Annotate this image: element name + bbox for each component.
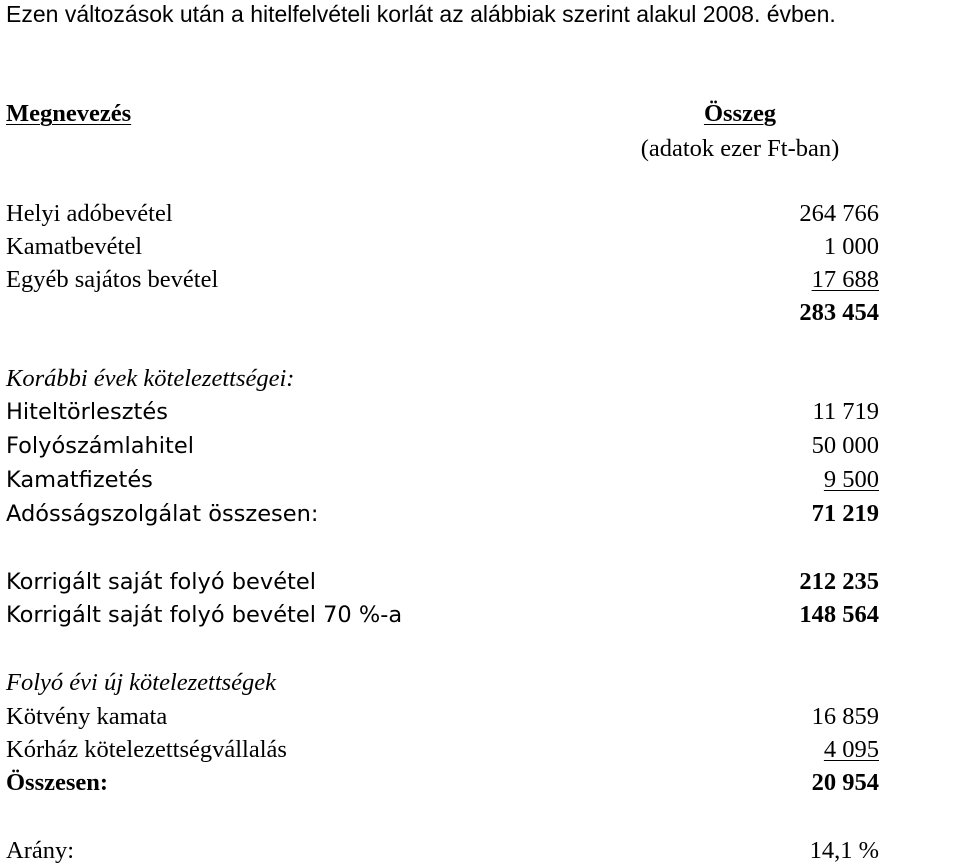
- section-title: [6, 364, 879, 394]
- table-row: [6, 735, 879, 765]
- row-label: Kórház kötelezettségvállalás: [6, 736, 287, 763]
- unit-note: (adatok ezer Ft-ban): [640, 135, 840, 162]
- row-amount: 50 000: [811, 432, 879, 459]
- row-amount: 17 688: [811, 266, 879, 293]
- amount-column-title: Összeg: [703, 100, 777, 127]
- ratio-value: 14,1 %: [809, 837, 879, 864]
- current-total-row: [6, 768, 879, 798]
- row-label: Hiteltörlesztés: [6, 399, 168, 425]
- table-row: [6, 199, 879, 229]
- debt-service-total: 71 219: [811, 500, 879, 527]
- current-total: 20 954: [811, 769, 879, 796]
- table-row: [6, 431, 879, 461]
- debt-service-total-row: [6, 499, 879, 529]
- section-title: [6, 668, 879, 698]
- row-label: Folyószámlahitel: [6, 433, 194, 459]
- ratio-row: [6, 836, 879, 866]
- ratio-label: Arány:: [6, 837, 75, 864]
- debt-service-total-label: Adósságszolgálat összesen:: [6, 501, 319, 527]
- row-label: Korrigált saját folyó bevétel: [6, 569, 316, 595]
- row-amount: 4 095: [823, 736, 879, 763]
- row-label: Kötvény kamata: [6, 703, 168, 730]
- row-label: Kamatbevétel: [6, 233, 143, 260]
- table-row: [6, 567, 879, 597]
- name-column-header: Megnevezés: [6, 100, 132, 127]
- table-row: [6, 265, 879, 295]
- row-amount: 16 859: [811, 703, 879, 730]
- row-label: Egyéb sajátos bevétel: [6, 266, 219, 293]
- row-label: Kamatfizetés: [6, 467, 153, 493]
- prior-obligations-title: Korábbi évek kötelezettségei:: [6, 365, 295, 392]
- table-row: [6, 465, 879, 495]
- table-row: [6, 397, 879, 427]
- table-row: [6, 600, 879, 630]
- table-row: [6, 232, 879, 262]
- row-amount: 148 564: [799, 601, 879, 628]
- row-amount: 264 766: [799, 200, 879, 227]
- amount-column-header: [560, 99, 920, 129]
- row-amount: 212 235: [799, 568, 879, 595]
- current-obligations-title: Folyó évi új kötelezettségek: [6, 669, 277, 696]
- row-label: Korrigált saját folyó bevétel 70 %-a: [6, 602, 403, 628]
- table-row: [6, 702, 879, 732]
- income-total: 283 454: [799, 299, 879, 326]
- intro-text: Ezen változások után a hitelfelvételi korlát az alábbiak szerint alakul 2008. évben.: [6, 1, 836, 27]
- row-amount: 11 719: [812, 398, 879, 425]
- income-total-row: [6, 298, 879, 328]
- current-total-label: Összesen:: [6, 769, 109, 796]
- row-label: Helyi adóbevétel: [6, 200, 173, 227]
- row-amount: 9 500: [823, 466, 879, 493]
- row-amount: 1 000: [823, 233, 879, 260]
